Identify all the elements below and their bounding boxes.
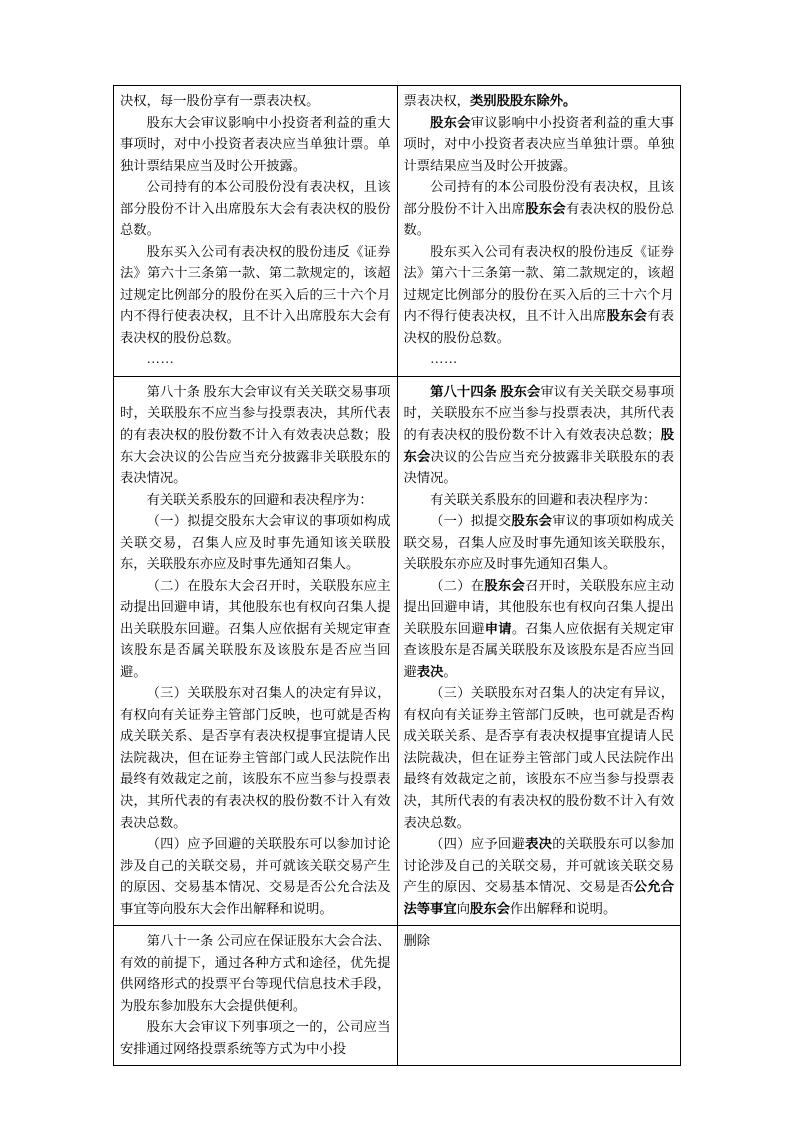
paragraph: 第八十条 股东大会审议有关关联交易事项时，关联股东不应当参与投票表决，其所代表的有表决权的股份数不计入有效表决总数；股东大会决议的公告应当充分披露非关联股东的表决情况。 xyxy=(120,383,391,486)
bold-text: 第八十四条 股东会 xyxy=(430,383,541,399)
paragraph: 有关联关系股东的回避和表决程序为： xyxy=(146,491,373,507)
paragraph: 股东大会审议影响中小投资者利益的重大事项时，对中小投资者表决应当单独计票。单独计票结果应当及时公开披露。 xyxy=(120,114,391,173)
paragraph: 股东大会审议下列事项之一的，公司应当安排通过网络投票系统等方式为中小投 xyxy=(120,1019,391,1056)
paragraph: 有关联关系股东的回避和表决程序为： xyxy=(430,491,657,507)
bold-text: 表决 xyxy=(416,663,444,679)
table-cell-right xyxy=(397,86,681,377)
paragraph: （三）关联股东对召集人的决定有异议，有权向有关证券主管部门反映，也可就是否构成关联关系、是否享有表决权提事宜提请人民法院裁决，但在证券主管部门或人民法院作出最终有效裁定之前，该股东不应当参与投票表决，其所代表的有表决权的股份数不计入有效表决总数。 xyxy=(403,685,674,830)
paragraph: 股东买入公司有表决权的股份违反《证券法》第六十三条第一款、第二款规定的，该超过规定比例部分的股份在买入后的三十六个月内不得行使表决权，且不计入出席股东大会有表决权的股份总数。 xyxy=(120,243,391,345)
paragraph: （四）应予回避表决的关联股东可以参加讨论涉及自己的关联交易，并可就该关联交易产生的原因、交易基本情况、交易是否公允合法等事宜向股东会作出解释和说明。 xyxy=(403,836,675,916)
table-row xyxy=(114,926,681,1066)
paragraph: 公司持有的本公司股份没有表决权，且该部分股份不计入出席股东大会有表决权的股份总数。 xyxy=(120,179,391,238)
cell-content-right xyxy=(404,930,675,952)
bold-text: 类别股股东除外。 xyxy=(469,93,577,108)
table-row xyxy=(114,376,681,925)
bold-text: 股东会 xyxy=(469,900,510,916)
bold-text: 股东会 xyxy=(525,200,566,216)
paragraph: （二）在股东会召开时，关联股东应主动提出回避申请，其他股东也有权向召集人提出关联股东回避申请。召集人应依据有关规定审查该股东是否属关联股东及该股东是否应当回避表决。 xyxy=(403,577,675,679)
cell-content-right xyxy=(404,90,675,370)
cell-content-left xyxy=(120,930,391,1059)
paragraph: 决权，每一股份享有一票表决权。 xyxy=(120,93,320,108)
table-row xyxy=(114,86,681,377)
paragraph-ellipsis: …… xyxy=(430,351,459,367)
bold-text: 股东会 xyxy=(430,114,471,130)
bold-text: 表决 xyxy=(525,836,553,852)
bold-text: 股东会 xyxy=(403,426,675,464)
paragraph: 第八十四条 股东会审议有关关联交易事项时，关联股东不应当参与投票表决，其所代表的有表决权的股份数不计入有效表决总数；股东会决议的公告应当充分披露非关联股东的表决情况。 xyxy=(403,383,675,486)
paragraph: 公司持有的本公司股份没有表决权，且该部分股份不计入出席股东会有表决权的股份总数。 xyxy=(403,179,675,238)
bold-text: 股东会 xyxy=(606,308,648,324)
paragraph: （四）应予回避的关联股东可以参加讨论涉及自己的关联交易，并可就该关联交易产生的原因、交易基本情况、交易是否公允合法及事宜等向股东大会作出解释和说明。 xyxy=(120,836,391,916)
paragraph: 第八十一条 公司应在保证股东大会合法、有效的前提下，通过各种方式和途径，优先提供网络形式的投票平台等现代信息技术手段，为股东参加股东大会提供便利。 xyxy=(120,933,391,1013)
paragraph: 股东会审议影响中小投资者利益的重大事项时，对中小投资者表决应当单独计票。单独计票结果应当及时公开披露。 xyxy=(403,114,675,173)
table-cell-left xyxy=(114,376,398,925)
table-cell-right xyxy=(397,376,681,925)
paragraph: （一）拟提交股东大会审议的事项如构成关联交易，召集人应及时事先通知该关联股东，关联股东亦应及时事先通知召集人。 xyxy=(120,513,391,572)
cell-content-left xyxy=(120,381,391,919)
bold-text: 股东会 xyxy=(511,513,553,529)
table-cell-right xyxy=(397,926,681,1066)
table-body xyxy=(114,86,681,1066)
bold-text: 股东会 xyxy=(484,577,526,593)
table-cell-left xyxy=(114,86,398,377)
cell-content-left xyxy=(120,90,391,370)
paragraph: 股东买入公司有表决权的股份违反《证券法》第六十三条第一款、第二款规定的，该超过规定比例部分的股份在买入后的三十六个月内不得行使表决权，且不计入出席股东会有表决权的股份总数。 xyxy=(403,243,675,345)
paragraph: （三）关联股东对召集人的决定有异议，有权向有关证券主管部门反映，也可就是否构成关联关系、是否享有表决权提事宜提请人民法院裁决，但在证券主管部门或人民法院作出最终有效裁定之前，该股东不应当参与投票表决，其所代表的有表决权的股份数不计入有效表决总数。 xyxy=(120,685,391,830)
bold-text: 申请 xyxy=(484,620,512,636)
paragraph: （二）在股东大会召开时，关联股东应主动提出回避申请，其他股东也有权向召集人提出关联股东回避。召集人应依据有关规定审查该股东是否属关联股东及该股东是否应当回避。 xyxy=(120,577,391,679)
paragraph-ellipsis: …… xyxy=(146,351,175,367)
paragraph: （一）拟提交股东会审议的事项如构成关联交易，召集人应及时事先通知该关联股东，关联股东亦应及时事先通知召集人。 xyxy=(403,513,675,572)
cell-content-right xyxy=(404,381,675,919)
table-cell-left xyxy=(114,926,398,1066)
paragraph-deleted: 删除 xyxy=(403,933,431,949)
paragraph: 票表决权，类别股股东除外。 xyxy=(403,93,577,108)
comparison-table xyxy=(113,85,681,1066)
bold-text: 公允合法等事宜 xyxy=(403,879,675,916)
